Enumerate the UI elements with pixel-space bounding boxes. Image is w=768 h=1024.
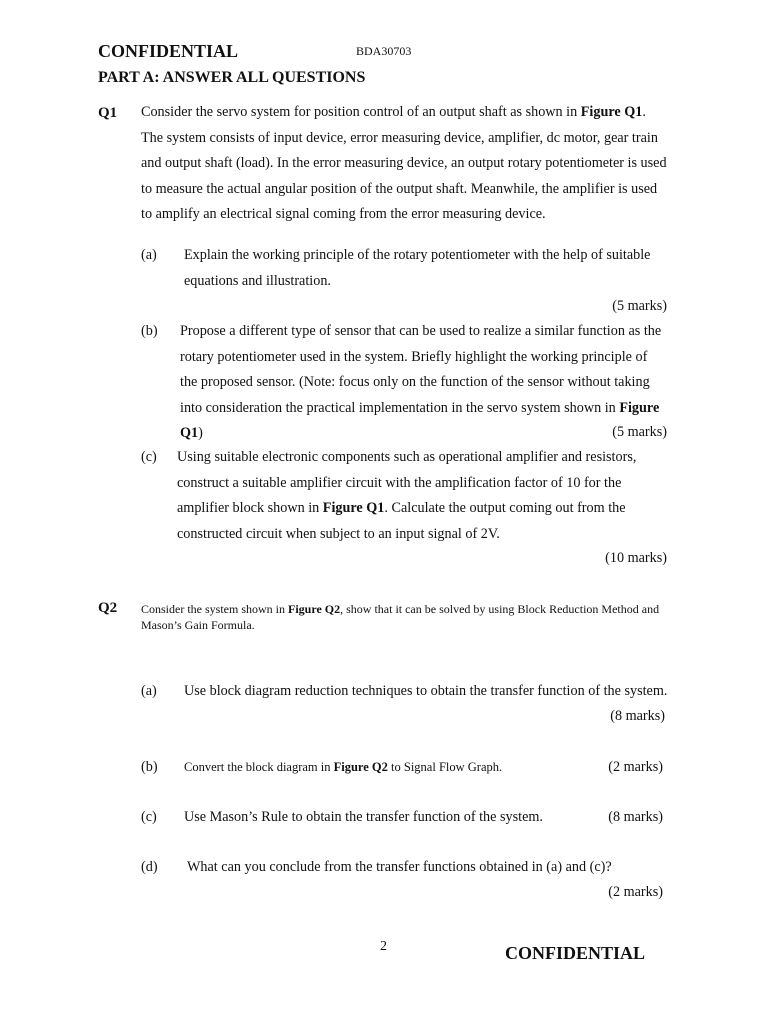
figure-ref: Figure Q1 (180, 399, 660, 441)
part-heading: PART A: ANSWER ALL QUESTIONS (98, 69, 366, 86)
figure-ref: Figure Q1 (322, 500, 385, 516)
figure-ref: Figure Q2 (288, 602, 341, 616)
figure-ref: Figure Q2 (333, 760, 388, 774)
q1a-text: Explain the working principle of the rotary potentiometer with the help of suitable equations and illustration. (184, 247, 651, 289)
q2a-text: Use block diagram reduction techniques to obtain the transfer function of the system. (184, 683, 668, 699)
q1b-marks: (5 marks) (612, 424, 667, 440)
confidential-header: CONFIDENTIAL (98, 41, 239, 61)
q1-intro: Consider the servo system for position control of an output shaft as shown in Figure Q1. The system consists of input device, error measuring device, amplifier, dc motor, gear train and output shaft (load). In the error measuring device, an output rotary potentiometer is used to measure the actual angular position of the output shaft. Meanwhile, the amplifier is used to amplify an electrical signal coming from the error measuring device. (141, 104, 667, 222)
q2b-marks: (2 marks) (608, 759, 663, 775)
q1c-label: (c) (141, 449, 157, 465)
page-number: 2 (380, 939, 387, 954)
q2-intro: Consider the system shown in Figure Q2, show that it can be solved by using Block Reduction Method and Mason’s Gain Formula. (141, 602, 660, 632)
q2c-marks: (8 marks) (608, 809, 663, 825)
confidential-footer: CONFIDENTIAL (505, 943, 646, 963)
figure-ref: Figure Q1 (580, 104, 643, 120)
question-number-q2: Q2 (98, 600, 118, 616)
q2c-text: Use Mason’s Rule to obtain the transfer function of the system. (184, 809, 543, 825)
q1c-marks: (10 marks) (605, 550, 667, 566)
q2d-text: What can you conclude from the transfer functions obtained in (a) and (c)? (187, 859, 612, 875)
question-number-q1: Q1 (98, 105, 118, 121)
q1a-marks: (5 marks) (612, 298, 667, 314)
q1b-text: Propose a different type of sensor that can be used to realize a similar function as the rotary potentiometer used in the system. Briefly highlight the working principle of the proposed sensor. (Note: focus only on the function of the sensor without taking into consideration the practical implementation in the servo system shown in Figure Q1) (180, 323, 662, 441)
q2b-text: Convert the block diagram in Figure Q2 to Signal Flow Graph. (184, 760, 503, 774)
q2a-label: (a) (141, 683, 157, 699)
q1b-label: (b) (141, 323, 158, 339)
q2d-marks: (2 marks) (608, 884, 663, 900)
q2c-label: (c) (141, 809, 157, 825)
q2b-label: (b) (141, 759, 158, 775)
course-code: BDA30703 (356, 44, 412, 58)
q1a-label: (a) (141, 247, 157, 263)
q1c-text: Using suitable electronic components such as operational amplifier and resistors, construct a suitable amplifier circuit with the amplification factor of 10 for the amplifier block shown in Figure Q1. Calculate the output coming out from the constructed circuit when subject to an input signal of 2V. (177, 449, 637, 542)
q2a-marks: (8 marks) (610, 708, 665, 724)
q2d-label: (d) (141, 859, 158, 875)
